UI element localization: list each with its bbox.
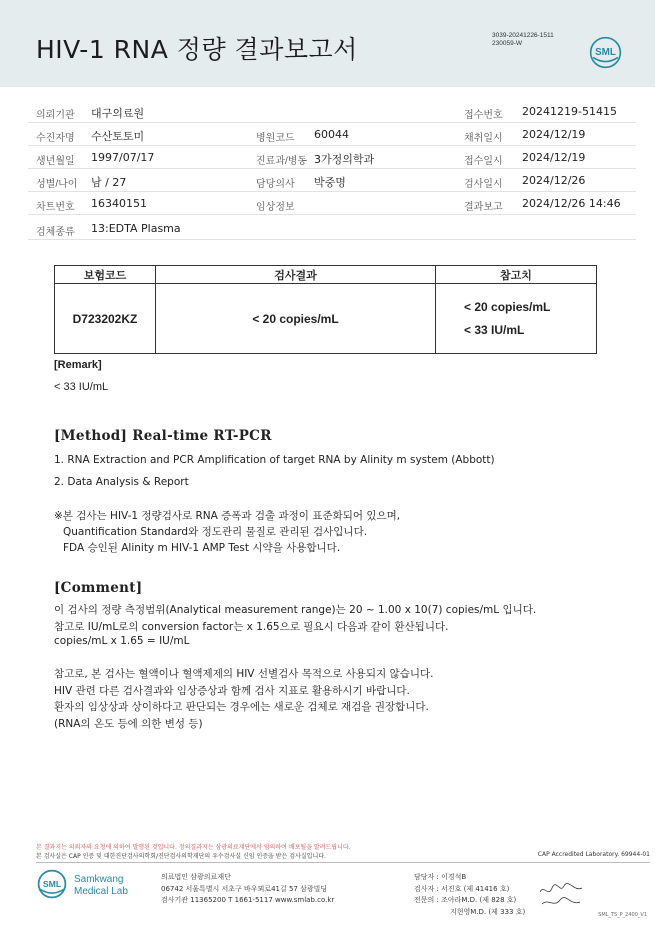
sex-age-label: 성별/나이 <box>36 179 78 190</box>
info-row <box>28 169 636 192</box>
ward-code-label: 병원코드 <box>256 133 295 144</box>
reference-line-2: < 33 IU/mL <box>464 322 525 337</box>
footer-warning: 본 결과지는 의뢰자의 요청에 의하여 발행된 것입니다. 정의결과지는 삼광의료재단에서 임의하여 배포될을 알려드립니다. <box>36 844 351 851</box>
institution-label: 의뢰기관 <box>36 110 75 121</box>
barcode-label <box>492 32 554 48</box>
staff-line: 담당자 : 이경석B <box>414 873 467 881</box>
method-item: 2. Data Analysis & Report <box>54 476 189 488</box>
brand-line-1: Samkwang <box>74 874 124 885</box>
reference-cell <box>436 284 597 354</box>
method-heading: [Method] Real-time RT-PCR <box>54 428 272 444</box>
remark-value: < 33 IU/mL <box>54 381 109 393</box>
clinical-label: 임상정보 <box>256 202 295 213</box>
specimen-value: 13:EDTA Plasma <box>91 222 181 235</box>
comment-line: 참고로, 본 검사는 혈액이나 혈액제제의 HIV 선별검사 목적으로 사용되지 않습니다. <box>54 668 434 680</box>
staff-line: 지현영M.D. (제 333 호) <box>450 907 526 916</box>
method-note: Quantification Standard와 정도관리 물질로 관리된 검사입니다. <box>63 526 368 538</box>
report-header <box>0 0 655 87</box>
ward-code-value: 60044 <box>314 128 349 141</box>
method-note: FDA 승인된 Alinity m HIV-1 AMP Test 시약을 사용합니다. <box>63 542 341 554</box>
document-code: SML_TS_P_2400_V1 <box>598 912 647 918</box>
footer-accreditation-note: 본 검사실은 CAP 인증 및 대한진단검사의학회/진단검사의학재단의 우수검사실 신임 인증을 받은 검사실입니다. <box>36 853 326 860</box>
info-row <box>28 100 636 123</box>
footer-staff <box>414 872 525 918</box>
info-row <box>28 217 636 240</box>
report-title: HIV-1 RNA 정량 결과보고서 <box>36 35 358 64</box>
footer-divider <box>36 862 650 863</box>
address-line: 의료법인 삼광의료재단 <box>161 873 231 881</box>
result-table <box>54 265 597 354</box>
footer-logo-text: SML <box>42 879 62 890</box>
dob-label: 생년월일 <box>36 156 75 167</box>
sml-footer-logo-icon <box>36 869 68 899</box>
comment-heading: [Comment] <box>54 580 143 596</box>
test-result-cell: < 20 copies/mL <box>156 284 436 354</box>
brand-line-2: Medical Lab <box>74 886 128 897</box>
footer-address <box>161 872 334 907</box>
comment-line: 환자의 임상상과 상이하다고 판단되는 경우에는 새로운 검체로 재검을 권장합니다. <box>54 701 429 713</box>
staff-line: 전문의 : 조아라M.D. (제 828 호) <box>414 896 517 904</box>
chart-no-value: 16340151 <box>91 197 147 210</box>
cap-accreditation: CAP Accredited Laboratory. 69944-01 <box>537 851 650 858</box>
method-item: 1. RNA Extraction and PCR Amplification of target RNA by Alinity m system (Abbott) <box>54 454 495 466</box>
doctor-value: 박중명 <box>314 176 346 189</box>
table-row <box>55 284 597 354</box>
method-note: ※본 검사는 HIV-1 정량검사로 RNA 증폭과 검출 과정이 표준화되어 있으며, <box>54 510 401 522</box>
info-row <box>28 192 636 215</box>
receipt-date-label: 접수일시 <box>464 156 503 167</box>
test-date-value: 2024/12/26 <box>522 174 586 187</box>
report-date-value: 2024/12/26 14:46 <box>522 197 621 210</box>
dept-label: 진료과/병동 <box>256 156 308 167</box>
comment-line: (RNA의 온도 등에 의한 변성 등) <box>54 718 203 730</box>
comment-line: HIV 관련 다른 검사결과와 임상증상과 함께 검사 지표로 활용하시기 바랍니다. <box>54 685 410 697</box>
staff-line: 검사자 : 서진호 (제 41416 호) <box>414 884 510 893</box>
specimen-label: 검체종류 <box>36 227 75 238</box>
patient-label: 수진자명 <box>36 133 75 144</box>
receipt-no-label: 접수번호 <box>464 110 503 121</box>
comment-line: 참고로 IU/mL로의 conversion factor는 x 1.65으로 필요시 다음과 같이 환산됩니다. <box>54 621 449 633</box>
barcode-line-2: 230059-W <box>492 40 522 47</box>
column-header: 보험코드 <box>55 266 156 284</box>
reference-line-1: < 20 copies/mL <box>464 299 551 314</box>
chart-no-label: 차트번호 <box>36 202 75 213</box>
comment-line: 이 검사의 정량 측정범위(Analytical measurement range)는 20 ~ 1.00 x 10(7) copies/mL 입니다. <box>54 604 537 616</box>
result-table-header <box>55 266 597 284</box>
column-header: 참고치 <box>436 266 597 284</box>
remark-heading: [Remark] <box>54 359 102 371</box>
address-line: 06742 서울특별시 서초구 바우뫼로41길 57 삼광빌딩 <box>161 884 328 893</box>
barcode-line-1: 3039-20241226-1511 <box>492 32 554 39</box>
report-date-label: 결과보고 <box>464 202 503 213</box>
insurance-code-cell: D723202KZ <box>55 284 156 354</box>
collect-date-value: 2024/12/19 <box>522 128 586 141</box>
footer-brand <box>74 874 128 898</box>
test-date-label: 검사일시 <box>464 179 503 190</box>
sml-logo-icon <box>589 36 622 69</box>
institution-value: 대구의료원 <box>91 107 145 120</box>
info-row <box>28 146 636 169</box>
patient-value: 수산토토미 <box>91 130 145 143</box>
receipt-date-value: 2024/12/19 <box>522 151 586 164</box>
collect-date-label: 채취일시 <box>464 133 503 144</box>
comment-line: copies/mL x 1.65 = IU/mL <box>54 635 190 647</box>
receipt-no-value: 20241219-51415 <box>522 105 617 118</box>
info-row <box>28 123 636 146</box>
logo-text: SML <box>595 46 616 58</box>
sex-age-value: 남 / 27 <box>91 176 127 189</box>
address-line: 검사기관 11365200 T 1661-5117 www.smlab.co.kr <box>161 896 335 904</box>
dept-value: 3가정의학과 <box>314 153 375 166</box>
doctor-label: 담당의사 <box>256 179 295 190</box>
dob-value: 1997/07/17 <box>91 151 155 164</box>
signature-icon <box>536 880 586 910</box>
column-header: 검사결과 <box>156 266 436 284</box>
